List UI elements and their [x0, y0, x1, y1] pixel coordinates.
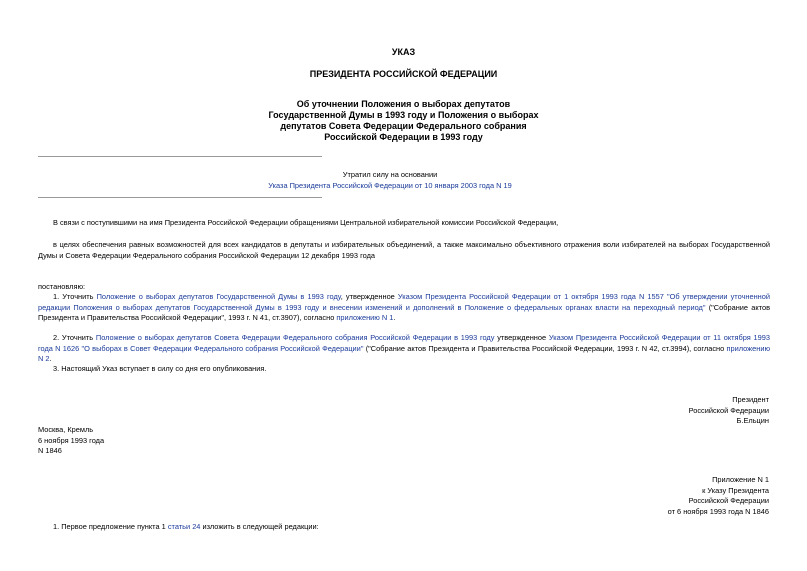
document-title — [0, 99, 807, 143]
item-1-text: . — [393, 313, 396, 322]
decree-heading: УКАЗ — [391, 47, 416, 57]
separator-top — [38, 156, 322, 157]
appendix-line: к Указу Президента — [702, 485, 769, 495]
signature-line: Российской Федерации — [688, 405, 769, 415]
item-2-text: . — [49, 354, 52, 363]
item-1-text: , утвержденное — [340, 292, 398, 301]
item-2-text: 2. Уточнить — [53, 333, 96, 342]
status-text: Утратил силу на основании — [342, 170, 438, 179]
appendix-line: Приложение N 1 — [712, 475, 769, 484]
signature-name: Б.Ельцин — [736, 416, 769, 425]
appendix-item-text: изложить в следующей редакции: — [200, 522, 319, 531]
separator-bottom — [38, 197, 322, 198]
item-3: 3. Настоящий Указ вступает в силу со дня его опубликования. — [53, 364, 267, 373]
article-24-link[interactable]: статьи 24 — [167, 522, 201, 531]
decree-number: N 1846 — [38, 446, 62, 455]
appendix-1-link[interactable]: приложению N 1 — [336, 313, 394, 322]
appendix-line: Российской Федерации — [688, 496, 769, 505]
decree-1626-link[interactable]: Указом Президента Российской Федерации от 11 октября 1993 года N 1626 "О выборах в Совет Федерации Федерального собрания Российской Федерации" — [38, 333, 770, 353]
federation-council-regulation-link[interactable]: Положение о выборах депутатов Совета Федерации Федерального собрания Российской Федерации в 1993 году — [95, 333, 495, 342]
signature-block — [569, 395, 769, 427]
item-2-text: ("Собрание актов Президента и Правительства Российской Федерации, 1993 г. N 42, ст.3994), согласно — [363, 343, 727, 353]
preamble-paragraph-2: в целях обеспечения равных возможностей для всех кандидатов в депутаты и избирательных объединений, а также максимально объективного отражения воли избирателей на выборах Государственной Думы и Совета Федерации Федерального собрания Российской Федерации 12 декабря 1993 года — [38, 240, 770, 260]
appendix-2-link[interactable]: приложению N 2 — [38, 343, 770, 363]
appendix-block — [549, 475, 769, 517]
place: Москва, Кремль — [38, 425, 94, 434]
title-line: депутатов Совета Федерации Федерального собрания — [280, 121, 527, 131]
item-1-text: 1. Уточнить — [53, 292, 97, 301]
decree-issuer: ПРЕЗИДЕНТА РОССИЙСКОЙ ФЕДЕРАЦИИ — [309, 69, 498, 79]
title-line: Об уточнении Положения о выборах депутатов — [296, 99, 511, 109]
decree-word: постановляю: — [38, 282, 86, 291]
place-date-block — [38, 425, 104, 457]
decree-1557-link[interactable]: Указом Президента Российской Федерации от 1 октября 1993 года N 1557 "Об утверждении уточненной редакции Положения о выборах депутатов Государственной Думы в 1993 году и внесении изменений и дополнений в Положение о федеральных органах власти на переходный период" — [38, 292, 770, 312]
preamble-paragraph-1: В связи с поступившими на имя Президента Российской Федерации обращениями Центральной избирательной комиссии Российской Федерации, — [53, 218, 559, 227]
repeal-decree-link[interactable]: Указа Президента Российской Федерации от 10 января 2003 года N 19 — [268, 181, 512, 190]
item-2 — [38, 333, 770, 365]
title-line: Государственной Думы в 1993 году и Положения о выборах — [268, 110, 539, 120]
appendix-line: от 6 ноября 1993 года N 1846 — [667, 506, 769, 516]
item-1 — [38, 292, 770, 324]
duma-regulation-link[interactable]: Положение о выборах депутатов Государственной Думы в 1993 году — [96, 292, 341, 301]
item-1-text: ("Собрание актов Президента и Правительства Российской Федерации", 1993 г. N 41, ст.3907), согласно — [38, 302, 771, 322]
appendix-item-1 — [38, 522, 770, 533]
date: 6 ноября 1993 года — [38, 435, 105, 445]
appendix-item-text: 1. Первое предложение пункта 1 — [53, 522, 168, 531]
title-line: Российской Федерации в 1993 году — [324, 132, 483, 142]
item-2-text: утвержденное — [494, 333, 549, 342]
signature-line: Президент — [732, 395, 769, 404]
